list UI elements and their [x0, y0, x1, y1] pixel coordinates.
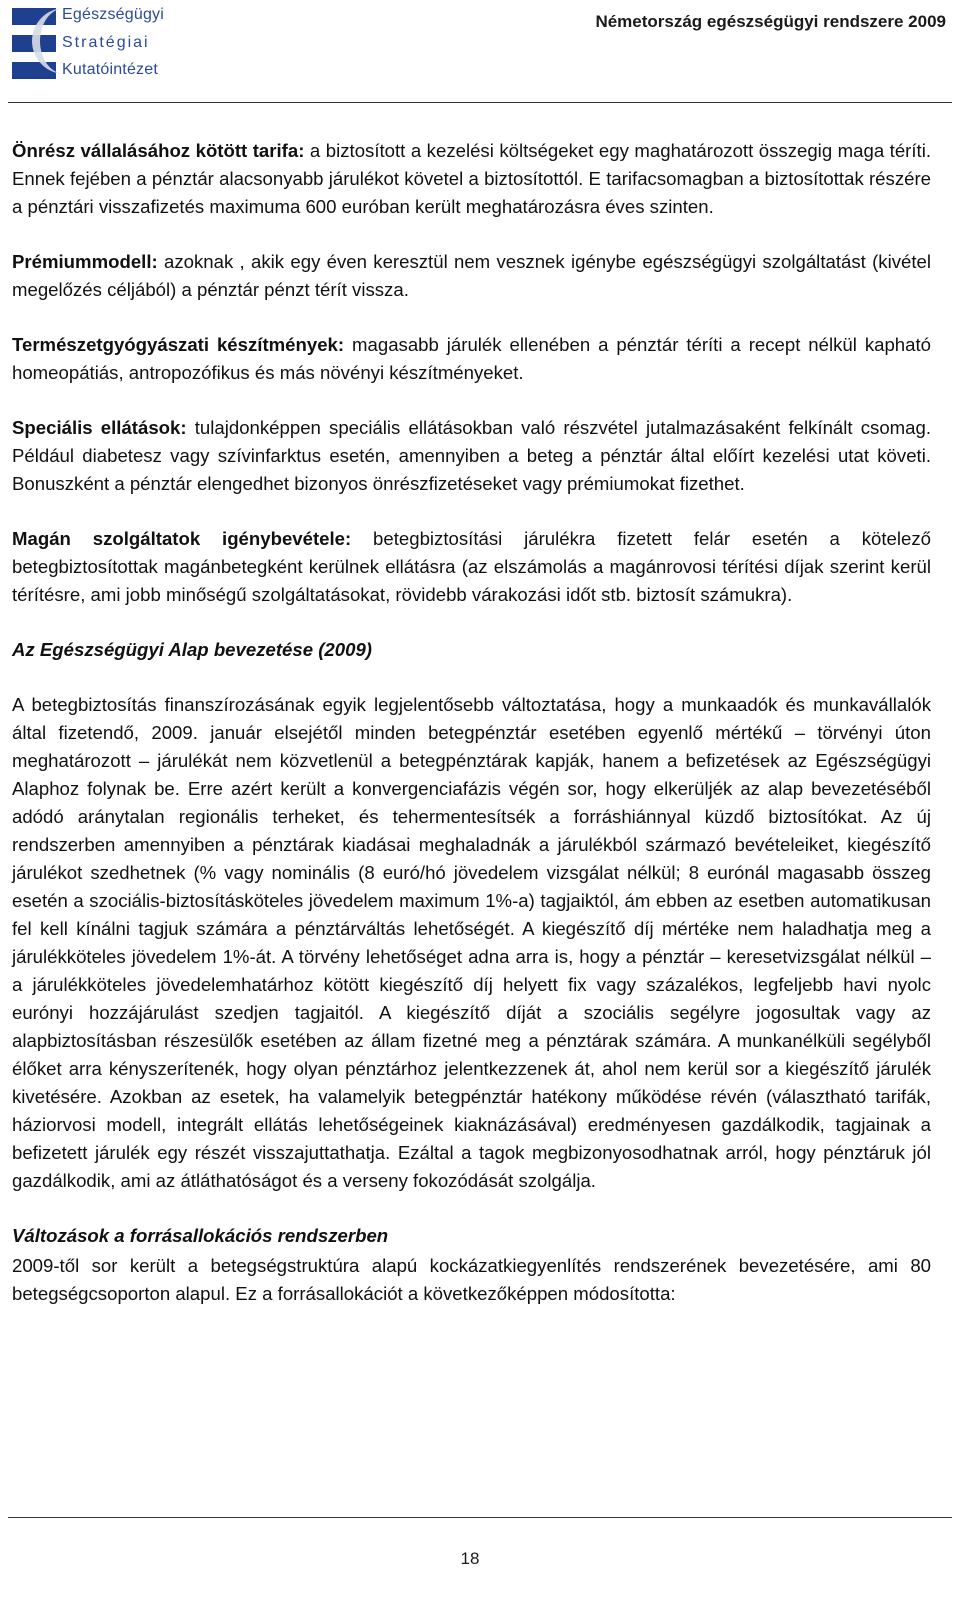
section-heading-forrasallokacio: Változások a forrásallokációs rendszerben	[12, 1225, 389, 1246]
document-title: Németország egészségügyi rendszere 2009	[595, 12, 946, 31]
paragraph-egeszsegugyi-alap: A betegbiztosítás finanszírozásának egyik legjelentősebb változtatása, hogy a munkaadók és munkavállalók által fizetendő, 2009. január elsejétől minden betegpénztár esetében egyenlő mértékű – törvényi úton meghatározott – járulékát nem közvetlenül a betegpénztárak kapják, hanem a befizetések az Egészségügyi Alaphoz folynak be. Erre azért került a konvergenciafázis végén sor, hogy elkerüljék az alap bevezetéséből adódó aránytalan regionális terheket, és tehermentesítsék a forráshiánnyal küzdő biztosítókat. Az új rendszerben amennyiben a pénztárak kiadásai meghaladnák a járulékból származó bevételeiket, kiegészítő járulékot szedhetnek (% vagy nominális (8 euró/hó jövedelem vizsgálat nélkül; 8 eurónál magasabb összeg esetén a szociális-biztosításköteles jövedelem maximum 1%-a) tagjaiktól, ám ebben az esetben automatikusan fel kell kínálni tagjuk számára a pénztárváltás lehetőségét. A kiegészítő díj mértéke nem haladhatja meg a járulékköteles jövedelem 1%-át. A törvény lehetőséget adna arra is, hogy a pénztár – keresetvizsgálat nélkül – a járulékköteles jövedelemhatárhoz kötött kiegészítő díj helyett fix vagy százalékos, legfeljebb havi nyolc eurónyi hozzájárulást szedjen tagjaitól. A kiegészítő díját a szociális segélyre jogosultak vagy az alapbiztosításban részesülők esetében az állam fizetné meg a pénztárak számára. A munkanélküli segélyből élőket arra kényszerítenék, hogy olyan pénztárhoz jelentkezzenek át, ahol nem kerül sor a kiegészítő járulék kivetésére. Azokban az esetek, ha valamelyik betegpénztár hatékony működése révén (választható tarifák, háziorvosi modell, integrált ellátás lehetőségeinek kiaknázásával) eredményesen gazdálkodik, tagjainak a befizetett járulék egy részét visszajuttathatja. Ezáltal a tagok megbizonyosodhatnak arról, hogy pénztáruk jól gazdálkodik, ami az átláthatóságot és a verseny fokozódását szolgálja.	[12, 694, 931, 1191]
page-number: 18	[460, 1549, 480, 1568]
paragraph-specialis-ellatasok	[12, 414, 931, 498]
paragraph-text: magasabb járulék ellenében a pénztár téríti a recept nélkül kapható homeopátiás, antropozófikus és más növényi készítményeket.	[12, 334, 931, 383]
footer-divider	[8, 1517, 952, 1518]
page-header	[0, 0, 960, 108]
logo-line-2: Stratégiai	[62, 34, 150, 51]
paragraph-lead: Természetgyógyászati készítmények:	[12, 334, 345, 355]
paragraph-lead: Prémiummodell:	[12, 251, 158, 272]
logo-line-3: Kutatóintézet	[62, 61, 158, 78]
paragraph-lead: Magán szolgáltatok igénybevétele:	[12, 528, 352, 549]
paragraph-text: tulajdonképpen speciális ellátásokban való részvétel jutalmazásaként felkínált csomag. Például diabetesz vagy szívinfarktus esetén, amennyiben a beteg a pénztár által előírt kezelési utat követi. Bonuszként a pénztár elengedhet bizonyos önrészfizetéseket vagy prémiumokat fizethet.	[12, 417, 931, 494]
logo-line-1: Egészségügyi	[62, 6, 165, 23]
paragraph-text: azoknak , akik egy éven keresztül nem vesznek igénybe egészségügyi szolgáltatást (kivétel megelőzés céljából) a pénztár pénzt térít vissza.	[12, 251, 931, 300]
paragraph-forrasallokacio: 2009-től sor került a betegségstruktúra alapú kockázatkiegyenlítés rendszerének bevezetésére, ami 80 betegségcsoporton alapul. Ez a forrásallokációt a következőképpen módosította:	[12, 1255, 931, 1304]
paragraph-lead: Önrész vállalásához kötött tarifa:	[12, 140, 305, 161]
paragraph-termeszetgyogyaszat	[12, 331, 931, 387]
paragraph-magan-szolgaltatok	[12, 525, 931, 609]
logo-bars-icon	[10, 4, 60, 82]
paragraph-text: a biztosított a kezelési költségeket egy maghatározott összegig maga téríti. Ennek fejében a pénztár alacsonyabb járulékot követel a biztosítottól. E tarifacsomagban a biztosítottak részére a pénztári visszafizetés maximuma 600 euróban került meghatározásra éves szinten.	[12, 140, 932, 217]
paragraph-onresz-tarifa	[12, 137, 931, 221]
paragraph-lead: Speciális ellátások:	[12, 417, 187, 438]
section-heading-egeszsegugyi-alap: Az Egészségügyi Alap bevezetése (2009)	[12, 639, 372, 660]
paragraph-text: betegbiztosítási járulékra fizetett felár esetén a kötelező betegbiztosítottak magánbetegként kerülnek ellátásra (az elszámolás a magánrovosi térítési díjak szerint kerül térítésre, ami jobb minőségű szolgáltatásokat, rövidebb várakozási időt stb. biztosít számukra).	[12, 528, 931, 605]
header-divider	[8, 102, 952, 103]
institute-logo	[10, 4, 170, 82]
page-body	[12, 137, 931, 1335]
paragraph-premiummodell	[12, 248, 931, 304]
